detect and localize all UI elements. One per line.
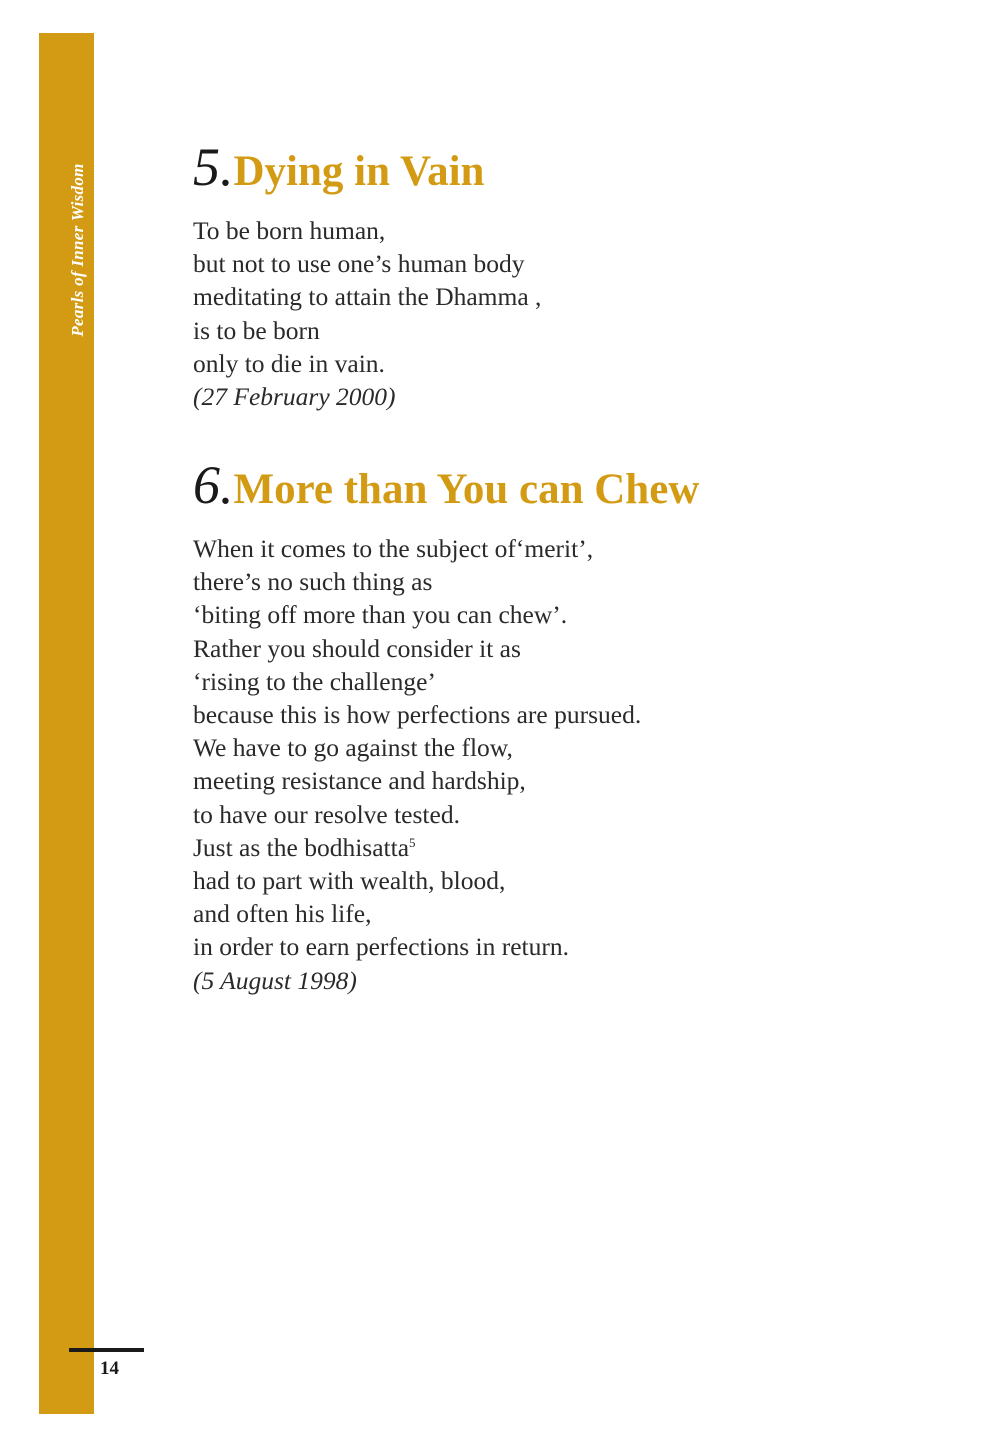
poem-line: When it comes to the subject of‘merit’, — [193, 534, 594, 563]
poem-line-text: Just as the bodhisatta — [193, 832, 410, 862]
poem-heading — [193, 455, 700, 524]
poem-number: 5. — [193, 137, 234, 197]
poem-line: meditating to attain the Dhamma , — [193, 282, 542, 312]
poem-date: (27 February 2000) — [193, 382, 396, 412]
page-number-rule — [69, 1348, 144, 1352]
poem-line-with-footnote — [193, 831, 699, 864]
footnote-marker[interactable]: 5 — [409, 834, 416, 850]
poem-line: is to be born — [193, 315, 320, 345]
poem-dying-in-vain — [193, 137, 542, 413]
poem-line: had to part with wealth, blood, — [193, 866, 506, 896]
page-number: 14 — [100, 1358, 119, 1379]
poem-line: to have our resolve tested. — [193, 799, 460, 829]
poem-line: there’s no such thing as — [193, 567, 433, 597]
poem-number: 6. — [193, 455, 234, 515]
poem-title: More than You can Chew — [233, 466, 700, 513]
poem-line: meeting resistance and hardship, — [193, 766, 526, 796]
poem-line: We have to go against the flow, — [193, 733, 513, 763]
poem-line: ‘rising to the challenge’ — [193, 666, 436, 696]
poem-line: Rather you should consider it as — [193, 633, 521, 663]
poem-line: To be born human, — [193, 216, 386, 245]
running-title: Pearls of Inner Wisdom — [68, 163, 87, 337]
poem-line: but not to use one’s human body — [193, 249, 525, 279]
poem-line: and often his life, — [193, 899, 372, 929]
poem-line: in order to earn perfections in return. — [193, 932, 569, 962]
poem-line: ‘biting off more than you can chew’. — [193, 600, 568, 630]
poem-more-than-you-can-chew — [193, 455, 700, 997]
poem-line: because this is how perfections are pursued. — [193, 700, 642, 730]
poem-line: only to die in vain. — [193, 348, 385, 378]
poem-heading — [193, 137, 541, 206]
poem-title: Dying in Vain — [233, 148, 485, 195]
poem-date: (5 August 1998) — [193, 965, 357, 995]
